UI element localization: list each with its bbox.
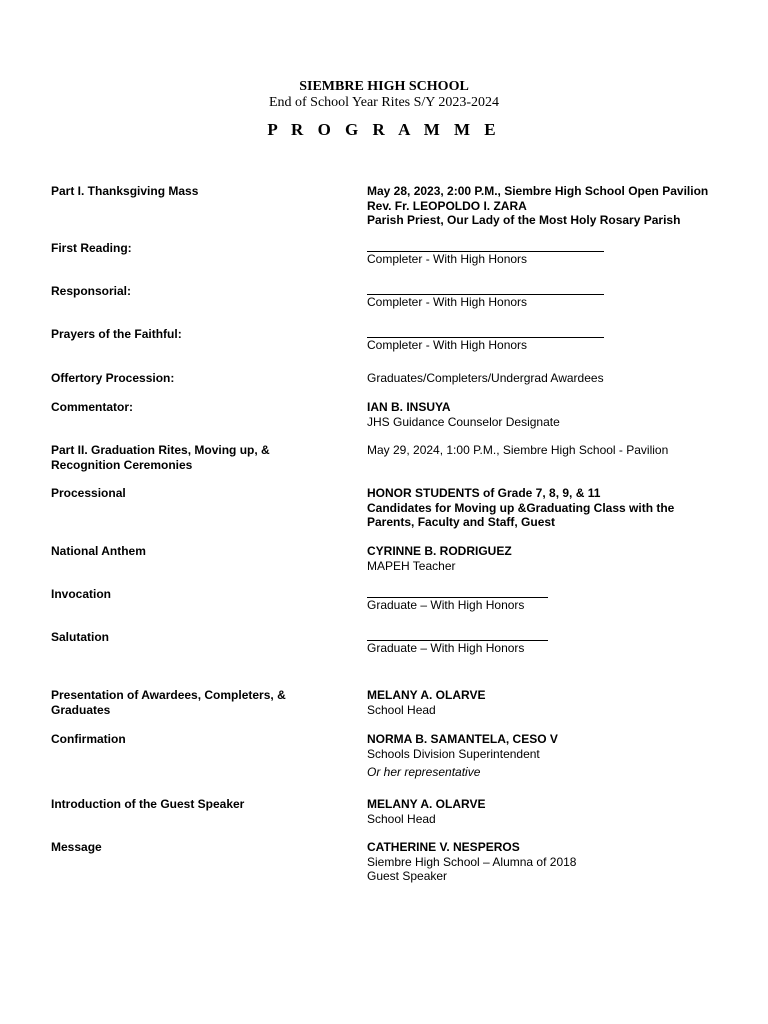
item-detail	[367, 486, 747, 530]
item-detail	[367, 544, 747, 573]
item-label: Confirmation	[51, 732, 126, 746]
detail-line: Graduate – With High Honors	[367, 641, 525, 655]
item-detail	[367, 443, 747, 458]
detail-line: JHS Guidance Counselor Designate	[367, 414, 560, 429]
detail-line: MELANY A. OLARVE	[367, 797, 486, 811]
item-detail	[367, 184, 747, 228]
item-detail	[367, 284, 747, 310]
detail-line: May 29, 2024, 1:00 P.M., Siembre High School - Pavilion	[367, 443, 669, 457]
item-detail	[367, 587, 747, 613]
detail-line: Rev. Fr. LEOPOLDO I. ZARA	[367, 198, 527, 213]
item-label	[51, 688, 311, 717]
item-detail	[367, 840, 747, 884]
detail-line: Schools Division Superintendent	[367, 746, 540, 761]
item-label: Message	[51, 840, 102, 854]
detail-line: Candidates for Moving up &Graduating Class with the	[367, 500, 675, 515]
item-label: Processional	[51, 486, 126, 500]
name-blank-line	[367, 327, 604, 338]
detail-line: Parents, Faculty and Staff, Guest	[367, 515, 556, 529]
event-title: End of School Year Rites S/Y 2023-2024	[268, 95, 500, 110]
item-detail	[367, 327, 747, 353]
item-label: Part I. Thanksgiving Mass	[51, 184, 199, 198]
item-label: Salutation	[51, 630, 110, 644]
item-detail	[367, 797, 747, 826]
programme-heading: P R O G R A M M E	[267, 120, 501, 139]
item-label	[51, 443, 311, 472]
detail-line: NORMA B. SAMANTELA, CESO V	[367, 732, 558, 746]
item-label: Prayers of the Faithful:	[51, 327, 182, 341]
item-detail	[367, 371, 747, 386]
label-line: Presentation of Awardees, Completers, &	[51, 688, 286, 702]
detail-line: IAN B. INSUYA	[367, 400, 451, 414]
name-blank-line	[367, 284, 604, 295]
item-label: National Anthem	[51, 544, 146, 558]
detail-line: Completer - With High Honors	[367, 252, 528, 266]
item-label: Commentator:	[51, 400, 134, 414]
name-blank-line	[367, 587, 548, 598]
detail-line: Completer - With High Honors	[367, 295, 528, 309]
item-detail	[367, 630, 747, 656]
name-blank-line	[367, 241, 604, 252]
item-label: Invocation	[51, 587, 112, 601]
detail-line: School Head	[367, 702, 436, 717]
detail-line: Or her representative	[367, 765, 481, 779]
detail-line: Graduate – With High Honors	[367, 598, 525, 612]
school-name: SIEMBRE HIGH SCHOOL	[299, 79, 469, 94]
detail-line: CYRINNE B. RODRIGUEZ	[367, 544, 512, 558]
item-detail	[367, 400, 747, 429]
item-label: Introduction of the Guest Speaker	[51, 797, 245, 811]
item-detail	[367, 688, 747, 717]
detail-line: Siembre High School – Alumna of 2018	[367, 854, 577, 869]
item-label: Responsorial:	[51, 284, 132, 298]
item-detail	[367, 241, 747, 267]
label-line: Part II. Graduation Rites, Moving up, &	[51, 443, 270, 457]
detail-line: CATHERINE V. NESPEROS	[367, 840, 520, 854]
detail-line: Graduates/Completers/Undergrad Awardees	[367, 371, 604, 385]
name-blank-line	[367, 630, 548, 641]
detail-line: MAPEH Teacher	[367, 558, 456, 573]
item-label: First Reading:	[51, 241, 132, 255]
detail-line: School Head	[367, 811, 436, 826]
detail-line: Parish Priest, Our Lady of the Most Holy Rosary Parish	[367, 213, 681, 227]
item-label: Offertory Procession:	[51, 371, 175, 385]
label-line: Recognition Ceremonies	[51, 457, 193, 472]
item-detail	[367, 732, 747, 780]
detail-line: MELANY A. OLARVE	[367, 688, 486, 702]
detail-line: HONOR STUDENTS of Grade 7, 8, 9, & 11	[367, 486, 601, 500]
detail-line: May 28, 2023, 2:00 P.M., Siembre High School Open Pavilion	[367, 184, 709, 198]
detail-line: Completer - With High Honors	[367, 338, 528, 352]
label-line: Graduates	[51, 702, 111, 717]
detail-line: Guest Speaker	[367, 869, 448, 883]
